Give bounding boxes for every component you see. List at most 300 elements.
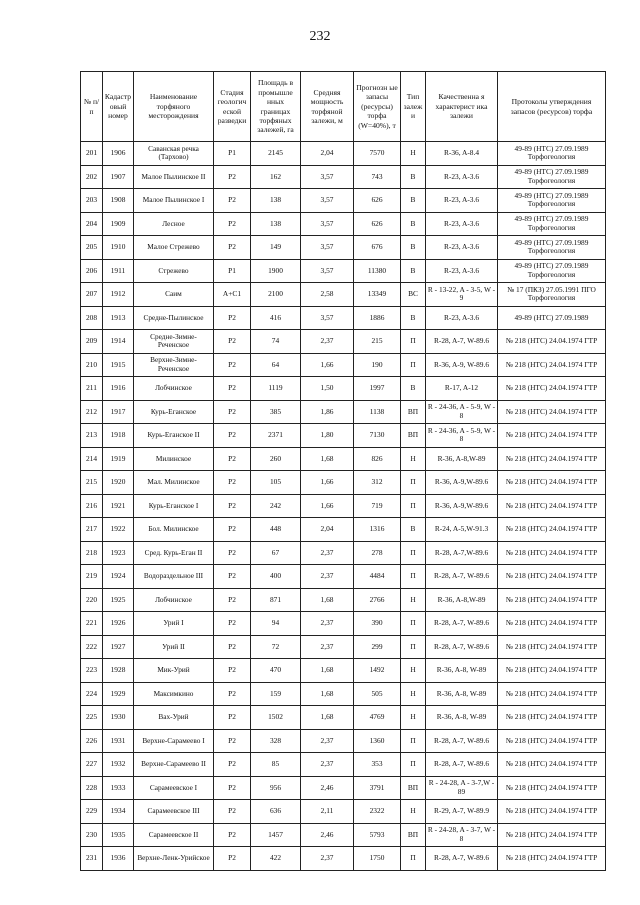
cell-reserves: 676	[354, 236, 401, 260]
cell-protocol: № 218 (НТС) 24.04.1974 ГТР	[498, 565, 606, 589]
cell-stage: P2	[214, 847, 251, 871]
cell-reserves: 1997	[354, 377, 401, 401]
cell-num: 229	[81, 800, 103, 824]
table-row	[81, 706, 606, 730]
cell-cadastral: 1923	[103, 541, 134, 565]
cell-name: Средне-Пылинское	[134, 306, 214, 330]
table-row	[81, 283, 606, 307]
cell-protocol: № 218 (НТС) 24.04.1974 ГТР	[498, 800, 606, 824]
cell-quality: R-17, A-12	[426, 377, 498, 401]
cell-reserves: 215	[354, 330, 401, 354]
cell-type: В	[401, 236, 426, 260]
cell-type: П	[401, 330, 426, 354]
cell-reserves: 743	[354, 165, 401, 189]
cell-reserves: 719	[354, 494, 401, 518]
cell-depth: 3,57	[301, 212, 354, 236]
cell-quality: R - 24-28, A - 3-7, W - 8	[426, 823, 498, 847]
cell-reserves: 2766	[354, 588, 401, 612]
cell-protocol: № 218 (НТС) 24.04.1974 ГТР	[498, 635, 606, 659]
cell-cadastral: 1929	[103, 682, 134, 706]
cell-area: 1457	[251, 823, 301, 847]
cell-name: Лобчинское	[134, 588, 214, 612]
header-depth: Средняя мощность торфяной залежи, м	[301, 72, 354, 142]
cell-stage: P2	[214, 353, 251, 377]
cell-depth: 1,68	[301, 447, 354, 471]
table-row	[81, 400, 606, 424]
cell-protocol: № 218 (НТС) 24.04.1974 ГТР	[498, 823, 606, 847]
cell-quality: R-36, A-8,W-89	[426, 588, 498, 612]
cell-protocol: 49-89 (НТС) 27.09.1989 Торфогеология	[498, 212, 606, 236]
cell-area: 94	[251, 612, 301, 636]
header-reserves: Прогнозн ые запасы (ресурсы) торфа (W=40%), т	[354, 72, 401, 142]
table-row	[81, 447, 606, 471]
cell-quality: R-28, A-7, W-89.6	[426, 729, 498, 753]
table-row	[81, 259, 606, 283]
cell-protocol: № 218 (НТС) 24.04.1974 ГТР	[498, 471, 606, 495]
table-row	[81, 635, 606, 659]
cell-quality: R-36, A-9,W-89.6	[426, 494, 498, 518]
cell-cadastral: 1932	[103, 753, 134, 777]
cell-name: Максимкино	[134, 682, 214, 706]
table-row	[81, 541, 606, 565]
cell-depth: 2,37	[301, 541, 354, 565]
cell-reserves: 1138	[354, 400, 401, 424]
cell-depth: 1,68	[301, 682, 354, 706]
cell-stage: P2	[214, 682, 251, 706]
cell-cadastral: 1917	[103, 400, 134, 424]
cell-protocol: № 218 (НТС) 24.04.1974 ГТР	[498, 494, 606, 518]
cell-name: Верхне-Сарамеево II	[134, 753, 214, 777]
cell-num: 219	[81, 565, 103, 589]
cell-quality: R-28, A-7, W-89.6	[426, 565, 498, 589]
cell-quality: R-23, A-3.6	[426, 212, 498, 236]
cell-quality: R-23, A-3.6	[426, 165, 498, 189]
table-row	[81, 753, 606, 777]
cell-depth: 1,66	[301, 471, 354, 495]
cell-depth: 2,37	[301, 729, 354, 753]
cell-name: Саим	[134, 283, 214, 307]
cell-cadastral: 1930	[103, 706, 134, 730]
cell-reserves: 7570	[354, 142, 401, 166]
cell-stage: P2	[214, 189, 251, 213]
cell-num: 202	[81, 165, 103, 189]
cell-area: 159	[251, 682, 301, 706]
cell-depth: 2,37	[301, 330, 354, 354]
table-row	[81, 612, 606, 636]
cell-area: 105	[251, 471, 301, 495]
cell-quality: R-36, A-8, W-89	[426, 706, 498, 730]
cell-num: 222	[81, 635, 103, 659]
table-row	[81, 494, 606, 518]
cell-type: П	[401, 612, 426, 636]
cell-reserves: 2322	[354, 800, 401, 824]
cell-quality: R - 24-36, A - 5-9, W - 8	[426, 400, 498, 424]
cell-type: П	[401, 729, 426, 753]
cell-cadastral: 1920	[103, 471, 134, 495]
cell-stage: P2	[214, 400, 251, 424]
cell-cadastral: 1910	[103, 236, 134, 260]
cell-stage: P2	[214, 706, 251, 730]
cell-type: ВП	[401, 823, 426, 847]
cell-type: В	[401, 259, 426, 283]
cell-cadastral: 1916	[103, 377, 134, 401]
cell-num: 225	[81, 706, 103, 730]
header-quality: Качественна я характерист ика залежи	[426, 72, 498, 142]
cell-area: 74	[251, 330, 301, 354]
table-row	[81, 823, 606, 847]
cell-name: Вах-Урий	[134, 706, 214, 730]
cell-num: 215	[81, 471, 103, 495]
cell-protocol: 49-89 (НТС) 27.09.1989 Торфогеология	[498, 236, 606, 260]
cell-area: 2145	[251, 142, 301, 166]
cell-stage: P2	[214, 494, 251, 518]
cell-stage: P1	[214, 259, 251, 283]
cell-type: В	[401, 518, 426, 542]
cell-area: 956	[251, 776, 301, 800]
cell-quality: R - 24-28, A - 3-7,W - 89	[426, 776, 498, 800]
cell-type: В	[401, 165, 426, 189]
cell-area: 138	[251, 189, 301, 213]
cell-depth: 1,68	[301, 706, 354, 730]
cell-name: Мик-Урий	[134, 659, 214, 683]
cell-depth: 2,04	[301, 518, 354, 542]
header-protocols: Протоколы утверждения запасов (ресурсов) торфа	[498, 72, 606, 142]
cell-stage: P2	[214, 518, 251, 542]
cell-num: 203	[81, 189, 103, 213]
cell-type: ВП	[401, 776, 426, 800]
cell-reserves: 7130	[354, 424, 401, 448]
cell-protocol: 49-89 (НТС) 27.09.1989 Торфогеология	[498, 142, 606, 166]
cell-reserves: 826	[354, 447, 401, 471]
cell-num: 204	[81, 212, 103, 236]
cell-cadastral: 1927	[103, 635, 134, 659]
cell-protocol: № 218 (НТС) 24.04.1974 ГТР	[498, 588, 606, 612]
cell-area: 871	[251, 588, 301, 612]
cell-cadastral: 1914	[103, 330, 134, 354]
cell-quality: R-28, A-7, W-89.6	[426, 612, 498, 636]
cell-num: 201	[81, 142, 103, 166]
cell-area: 470	[251, 659, 301, 683]
cell-cadastral: 1908	[103, 189, 134, 213]
cell-depth: 1,68	[301, 588, 354, 612]
cell-protocol: № 218 (НТС) 24.04.1974 ГТР	[498, 706, 606, 730]
cell-protocol: 49-89 (НТС) 27.09.1989 Торфогеология	[498, 189, 606, 213]
cell-depth: 1,50	[301, 377, 354, 401]
cell-stage: P2	[214, 236, 251, 260]
cell-depth: 2,37	[301, 847, 354, 871]
cell-cadastral: 1935	[103, 823, 134, 847]
cell-depth: 1,66	[301, 353, 354, 377]
cell-reserves: 3791	[354, 776, 401, 800]
cell-type: Н	[401, 682, 426, 706]
table-row	[81, 659, 606, 683]
cell-num: 220	[81, 588, 103, 612]
cell-name: Мал. Милинское	[134, 471, 214, 495]
cell-stage: A+C1	[214, 283, 251, 307]
cell-num: 230	[81, 823, 103, 847]
cell-name: Верхне-Зимне-Реченское	[134, 353, 214, 377]
cell-type: П	[401, 565, 426, 589]
cell-num: 212	[81, 400, 103, 424]
table-row	[81, 847, 606, 871]
cell-area: 416	[251, 306, 301, 330]
cell-protocol: № 218 (НТС) 24.04.1974 ГТР	[498, 330, 606, 354]
cell-depth: 2,58	[301, 283, 354, 307]
cell-reserves: 505	[354, 682, 401, 706]
cell-area: 2100	[251, 283, 301, 307]
cell-cadastral: 1924	[103, 565, 134, 589]
cell-type: ВП	[401, 400, 426, 424]
cell-area: 64	[251, 353, 301, 377]
cell-depth: 3,57	[301, 165, 354, 189]
cell-area: 85	[251, 753, 301, 777]
cell-cadastral: 1912	[103, 283, 134, 307]
cell-type: П	[401, 847, 426, 871]
cell-type: П	[401, 353, 426, 377]
cell-reserves: 13349	[354, 283, 401, 307]
cell-cadastral: 1936	[103, 847, 134, 871]
page-number: 232	[309, 29, 331, 44]
table-row	[81, 165, 606, 189]
cell-stage: P2	[214, 612, 251, 636]
cell-cadastral: 1925	[103, 588, 134, 612]
cell-protocol: № 218 (НТС) 24.04.1974 ГТР	[498, 659, 606, 683]
cell-protocol: № 218 (НТС) 24.04.1974 ГТР	[498, 518, 606, 542]
cell-reserves: 278	[354, 541, 401, 565]
cell-stage: P2	[214, 776, 251, 800]
cell-area: 149	[251, 236, 301, 260]
cell-name: Водораздельное III	[134, 565, 214, 589]
cell-stage: P2	[214, 753, 251, 777]
cell-reserves: 1360	[354, 729, 401, 753]
cell-name: Курь-Еганское	[134, 400, 214, 424]
cell-reserves: 299	[354, 635, 401, 659]
cell-quality: R-23, A-3.6	[426, 189, 498, 213]
cell-reserves: 11380	[354, 259, 401, 283]
cell-num: 208	[81, 306, 103, 330]
cell-protocol: 49-89 (НТС) 27.09.1989 Торфогеология	[498, 165, 606, 189]
table-row	[81, 330, 606, 354]
cell-cadastral: 1933	[103, 776, 134, 800]
cell-cadastral: 1926	[103, 612, 134, 636]
cell-num: 214	[81, 447, 103, 471]
cell-depth: 2,46	[301, 823, 354, 847]
table-row	[81, 518, 606, 542]
cell-name: Малое Пылинское II	[134, 165, 214, 189]
cell-depth: 2,37	[301, 612, 354, 636]
cell-depth: 3,57	[301, 189, 354, 213]
cell-quality: R-23, A-3.6	[426, 259, 498, 283]
cell-area: 448	[251, 518, 301, 542]
cell-name: Урий I	[134, 612, 214, 636]
cell-reserves: 1492	[354, 659, 401, 683]
cell-name: Сарамеевское I	[134, 776, 214, 800]
cell-reserves: 4484	[354, 565, 401, 589]
cell-name: Курь-Еганское II	[134, 424, 214, 448]
cell-quality: R-36, A-9,W-89.6	[426, 471, 498, 495]
cell-protocol: 49-89 (НТС) 27.09.1989 Торфогеология	[498, 259, 606, 283]
cell-area: 385	[251, 400, 301, 424]
cell-type: П	[401, 541, 426, 565]
cell-num: 218	[81, 541, 103, 565]
cell-num: 213	[81, 424, 103, 448]
cell-quality: R-28, A-7, W-89.6	[426, 330, 498, 354]
header-area: Площадь в промышле нных границах торфяных залежей, га	[251, 72, 301, 142]
table-row	[81, 565, 606, 589]
cell-name: Средне-Зимне-Реченское	[134, 330, 214, 354]
cell-num: 231	[81, 847, 103, 871]
cell-quality: R-23, A-3.6	[426, 306, 498, 330]
cell-name: Верхне-Сарамеево I	[134, 729, 214, 753]
cell-protocol: № 218 (НТС) 24.04.1974 ГТР	[498, 424, 606, 448]
cell-depth: 3,57	[301, 306, 354, 330]
cell-stage: P2	[214, 330, 251, 354]
cell-name: Малое Стрежево	[134, 236, 214, 260]
cell-area: 72	[251, 635, 301, 659]
cell-name: Лесное	[134, 212, 214, 236]
cell-stage: P2	[214, 635, 251, 659]
cell-reserves: 1316	[354, 518, 401, 542]
cell-cadastral: 1928	[103, 659, 134, 683]
cell-num: 228	[81, 776, 103, 800]
cell-stage: P2	[214, 424, 251, 448]
cell-cadastral: 1915	[103, 353, 134, 377]
table-row	[81, 588, 606, 612]
cell-protocol: № 218 (НТС) 24.04.1974 ГТР	[498, 682, 606, 706]
cell-quality: R - 24-36, A - 5-9, W - 8	[426, 424, 498, 448]
cell-cadastral: 1919	[103, 447, 134, 471]
cell-depth: 2,11	[301, 800, 354, 824]
cell-depth: 2,37	[301, 753, 354, 777]
table-header-row	[81, 72, 606, 142]
cell-name: Бол. Милинское	[134, 518, 214, 542]
cell-quality: R-24, A-5,W-91.3	[426, 518, 498, 542]
cell-reserves: 312	[354, 471, 401, 495]
cell-cadastral: 1907	[103, 165, 134, 189]
cell-name: Сарамеевское III	[134, 800, 214, 824]
cell-cadastral: 1921	[103, 494, 134, 518]
cell-depth: 1,68	[301, 659, 354, 683]
cell-quality: R-28, A-7, W-89.6	[426, 847, 498, 871]
cell-name: Сарамеевское II	[134, 823, 214, 847]
cell-cadastral: 1911	[103, 259, 134, 283]
cell-quality: R-36, A-8, W-89	[426, 682, 498, 706]
cell-type: Н	[401, 142, 426, 166]
cell-quality: R-28, A-7, W-89.6	[426, 753, 498, 777]
cell-protocol: № 218 (НТС) 24.04.1974 ГТР	[498, 729, 606, 753]
cell-reserves: 390	[354, 612, 401, 636]
cell-area: 162	[251, 165, 301, 189]
cell-area: 400	[251, 565, 301, 589]
cell-num: 206	[81, 259, 103, 283]
cell-stage: P2	[214, 212, 251, 236]
cell-depth: 3,57	[301, 236, 354, 260]
cell-protocol: № 218 (НТС) 24.04.1974 ГТР	[498, 612, 606, 636]
cell-type: ВП	[401, 424, 426, 448]
cell-num: 205	[81, 236, 103, 260]
cell-reserves: 353	[354, 753, 401, 777]
table-row	[81, 471, 606, 495]
cell-cadastral: 1934	[103, 800, 134, 824]
cell-reserves: 1886	[354, 306, 401, 330]
cell-area: 2371	[251, 424, 301, 448]
table-row	[81, 729, 606, 753]
cell-area: 260	[251, 447, 301, 471]
table-row	[81, 236, 606, 260]
cell-cadastral: 1918	[103, 424, 134, 448]
cell-quality: R-36, A-9, W-89.6	[426, 353, 498, 377]
cell-name: Сред. Курь-Еган II	[134, 541, 214, 565]
cell-type: ВС	[401, 283, 426, 307]
cell-type: Н	[401, 800, 426, 824]
cell-type: В	[401, 306, 426, 330]
cell-protocol: 49-89 (НТС) 27.09.1989	[498, 306, 606, 330]
header-stage: Стадия геологич еской разведки	[214, 72, 251, 142]
cell-type: В	[401, 377, 426, 401]
cell-protocol: № 218 (НТС) 24.04.1974 ГТР	[498, 776, 606, 800]
cell-depth: 1,86	[301, 400, 354, 424]
cell-type: В	[401, 189, 426, 213]
cell-protocol: № 218 (НТС) 24.04.1974 ГТР	[498, 400, 606, 424]
cell-area: 242	[251, 494, 301, 518]
cell-reserves: 5793	[354, 823, 401, 847]
cell-num: 207	[81, 283, 103, 307]
cell-stage: P2	[214, 588, 251, 612]
table-row	[81, 306, 606, 330]
cell-depth: 2,46	[301, 776, 354, 800]
cell-num: 216	[81, 494, 103, 518]
cell-name: Курь-Еганское I	[134, 494, 214, 518]
table-row	[81, 424, 606, 448]
cell-quality: R-36, A-8,W-89	[426, 447, 498, 471]
cell-num: 211	[81, 377, 103, 401]
cell-area: 67	[251, 541, 301, 565]
cell-depth: 1,80	[301, 424, 354, 448]
cell-area: 328	[251, 729, 301, 753]
cell-stage: P2	[214, 729, 251, 753]
table-row	[81, 189, 606, 213]
cell-cadastral: 1931	[103, 729, 134, 753]
cell-area: 636	[251, 800, 301, 824]
cell-area: 1119	[251, 377, 301, 401]
cell-quality: R - 13-22, A - 3-5, W - 9	[426, 283, 498, 307]
cell-name: Стрежево	[134, 259, 214, 283]
cell-depth: 2,37	[301, 565, 354, 589]
cell-num: 223	[81, 659, 103, 683]
cell-reserves: 190	[354, 353, 401, 377]
cell-name: Милинское	[134, 447, 214, 471]
cell-stage: P2	[214, 165, 251, 189]
cell-stage: P2	[214, 659, 251, 683]
header-name: Наименование торфяного месторождения	[134, 72, 214, 142]
cell-num: 209	[81, 330, 103, 354]
cell-type: П	[401, 471, 426, 495]
cell-protocol: № 218 (НТС) 24.04.1974 ГТР	[498, 753, 606, 777]
cell-depth: 2,37	[301, 635, 354, 659]
cell-protocol: № 17 (ПКЗ) 27.05.1991 ПГО Торфогеология	[498, 283, 606, 307]
cell-num: 217	[81, 518, 103, 542]
table-row	[81, 142, 606, 166]
table-row	[81, 353, 606, 377]
cell-reserves: 626	[354, 212, 401, 236]
cell-num: 227	[81, 753, 103, 777]
cell-quality: R-36, A-8.4	[426, 142, 498, 166]
header-num: № п/п	[81, 72, 103, 142]
cell-name: Малое Пылинское I	[134, 189, 214, 213]
cell-stage: P2	[214, 447, 251, 471]
cell-quality: R-28, A-7, W-89.6	[426, 635, 498, 659]
cell-quality: R-36, A-8, W-89	[426, 659, 498, 683]
